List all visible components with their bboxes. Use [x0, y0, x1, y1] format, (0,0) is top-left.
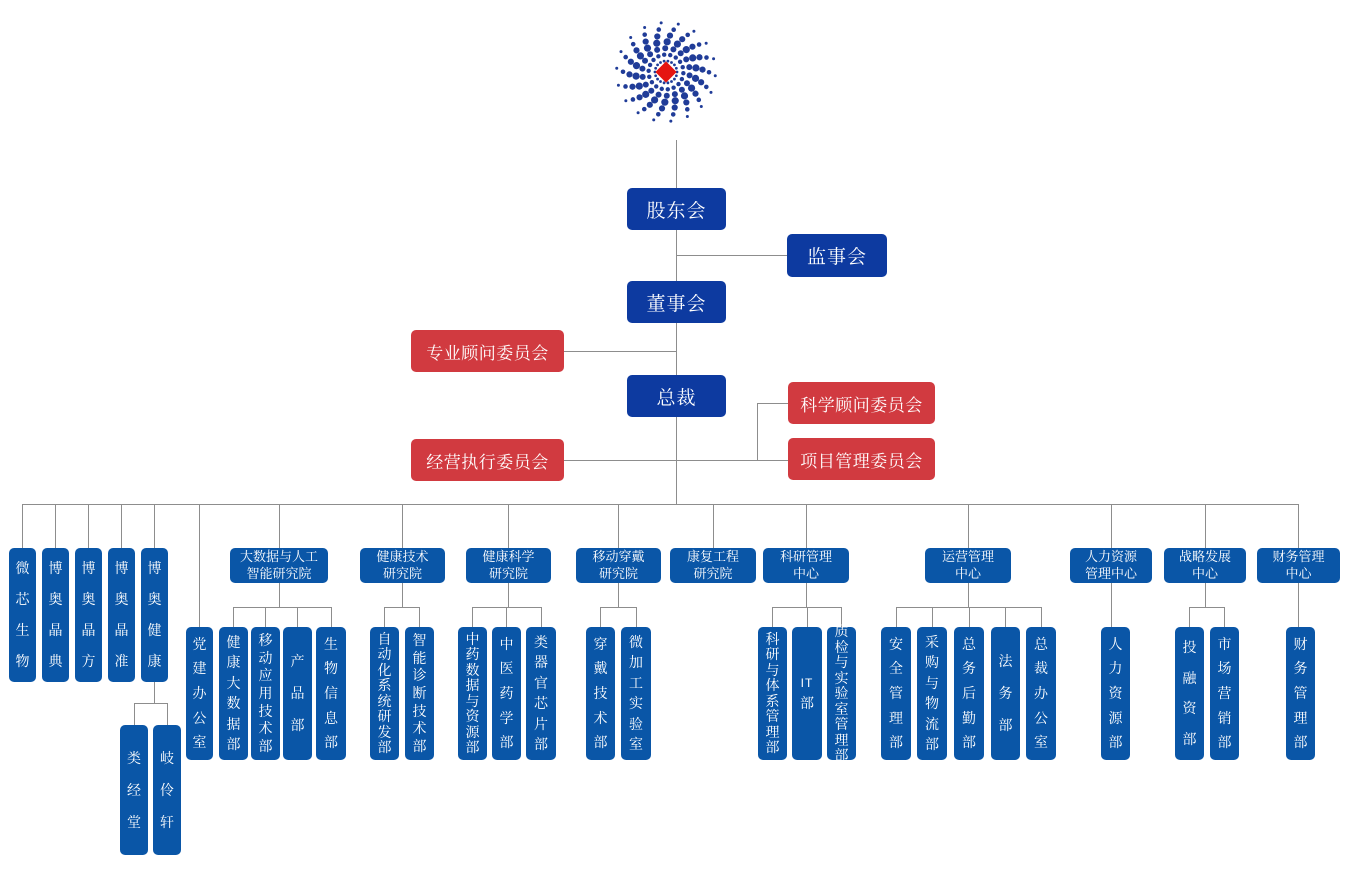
header-label-line: 研究院: [382, 565, 422, 581]
header-label-line: 科研管理: [779, 549, 832, 564]
company-logo-icon: [606, 12, 726, 132]
dept-header-box: [360, 548, 445, 583]
vertical-label-char: 奥: [114, 591, 129, 607]
dept-box: [917, 627, 947, 760]
connector-line: [564, 460, 788, 461]
connector-line: [385, 607, 420, 608]
vertical-label-char: 财: [1293, 635, 1308, 652]
dept-box: [405, 627, 434, 760]
vertical-label-char: 实: [629, 695, 643, 712]
dept-header-box: [576, 548, 661, 583]
header-label-line: 研究院: [598, 565, 638, 581]
connector-line: [676, 417, 677, 504]
dept-box: [120, 725, 148, 855]
dept-box: [219, 627, 248, 760]
header-label-line: 智能研究院: [246, 565, 312, 581]
dept-box: [42, 548, 69, 682]
vertical-label-char: 能: [412, 649, 427, 666]
vertical-label-char: 务: [962, 660, 976, 677]
connector-line: [297, 607, 298, 627]
vertical-label-char: 芯: [534, 695, 548, 712]
connector-line: [676, 230, 677, 281]
connector-line: [199, 504, 200, 627]
dept-box: [881, 627, 911, 760]
dept-box: [991, 627, 1020, 760]
dept-box: [1286, 627, 1315, 760]
vertical-label-char: 息: [324, 709, 338, 726]
vertical-label-char: 室: [629, 736, 643, 753]
connector-line: [279, 583, 280, 607]
vertical-label-char: 生: [15, 622, 30, 638]
vertical-label-char: 与: [834, 654, 849, 670]
node-supervisory-board: 监事会: [787, 234, 887, 277]
node-president: 总裁: [627, 375, 726, 417]
vertical-label-char: 公: [192, 709, 207, 726]
connector-line: [22, 504, 23, 548]
node-shareholders-meeting: 股东会: [627, 188, 726, 230]
connector-line: [402, 504, 403, 548]
connector-line: [134, 703, 135, 725]
dept-header-box: [1164, 548, 1246, 583]
vertical-label-char: 生: [324, 635, 338, 652]
vertical-label-char: 加: [629, 654, 643, 671]
dept-header-box: [925, 548, 1011, 583]
connector-line: [601, 607, 637, 608]
vertical-label-char: 部: [1217, 734, 1232, 751]
vertical-label-char: 部: [834, 747, 849, 763]
vertical-label-char: 安: [889, 635, 903, 652]
vertical-label-char: 裁: [1034, 660, 1048, 677]
vertical-label-char: 中: [499, 635, 514, 652]
vertical-label-char: 应: [258, 667, 273, 684]
vertical-label-char: 奥: [147, 591, 162, 607]
connector-line: [331, 607, 332, 627]
vertical-label-char: 部: [465, 739, 480, 756]
vertical-label-char: 微: [629, 633, 643, 650]
vertical-label-char: 部: [800, 694, 814, 711]
dept-box: [586, 627, 615, 760]
vertical-label-char: 康: [226, 654, 241, 671]
dept-box: [9, 548, 36, 682]
vertical-label-char: 健: [226, 633, 241, 650]
connector-line: [564, 351, 676, 352]
vertical-label-char: 体: [765, 677, 780, 694]
connector-line: [807, 607, 808, 627]
vertical-label-char: 用: [258, 685, 273, 701]
vertical-label-char: 勤: [962, 709, 976, 726]
vertical-label-char: 中: [465, 630, 480, 647]
vertical-label-char: 品: [290, 685, 305, 701]
vertical-label-char: 研: [377, 708, 392, 725]
vertical-label-char: 诊: [412, 667, 427, 684]
header-label-line: 康复工程: [686, 549, 739, 564]
vertical-label-char: 源: [1108, 709, 1123, 726]
vertical-label-char: 轩: [160, 813, 174, 830]
vertical-label-char: 与: [465, 692, 480, 709]
vertical-label-char: 移: [258, 632, 273, 649]
vertical-label-char: 戴: [593, 660, 608, 677]
dept-box: [621, 627, 651, 760]
vertical-label-char: 类: [534, 633, 548, 650]
vertical-label-char: 晶: [114, 622, 129, 638]
connector-line: [1205, 583, 1206, 607]
vertical-label-char: 器: [534, 654, 548, 671]
header-label-line: 中心: [1191, 565, 1218, 581]
connector-line: [969, 607, 970, 627]
vertical-label-char: IT: [800, 675, 814, 690]
vertical-label-char: 理: [1293, 709, 1308, 726]
vertical-label-char: 药: [499, 685, 514, 701]
vertical-label-char: 术: [258, 720, 273, 737]
vertical-label-char: 数: [226, 695, 241, 712]
connector-line: [968, 504, 969, 548]
vertical-label-char: 学: [499, 709, 514, 726]
vertical-label-char: 部: [593, 734, 608, 751]
connector-line: [134, 703, 167, 704]
connector-line: [402, 583, 403, 607]
connector-line: [541, 607, 542, 627]
vertical-label-char: 统: [377, 692, 392, 709]
vertical-label-char: 部: [258, 737, 273, 754]
connector-line: [968, 583, 969, 607]
connector-line: [932, 607, 933, 627]
connector-line: [713, 504, 714, 548]
vertical-label-char: 管: [1293, 685, 1308, 701]
vertical-label-char: 术: [593, 709, 608, 726]
vertical-label-char: 党: [192, 635, 207, 652]
vertical-label-char: 穿: [593, 635, 608, 652]
connector-line: [618, 504, 619, 548]
connector-line: [618, 583, 619, 607]
vertical-label-char: 资: [465, 708, 480, 725]
vertical-label-char: 力: [1108, 660, 1123, 677]
vertical-label-char: 部: [765, 739, 780, 756]
vertical-label-char: 药: [465, 646, 480, 663]
dept-box: [1210, 627, 1239, 760]
vertical-label-char: 微: [15, 560, 30, 576]
vertical-label-char: 研: [765, 646, 780, 663]
vertical-label-char: 室: [192, 734, 207, 751]
dept-box: [1026, 627, 1056, 760]
vertical-label-char: 术: [412, 720, 427, 737]
vertical-label-char: 部: [377, 739, 392, 756]
header-label-line: 健康技术: [376, 549, 429, 564]
vertical-label-char: 信: [324, 685, 338, 701]
connector-line: [1224, 607, 1225, 627]
vertical-label-char: 官: [534, 674, 548, 691]
vertical-label-char: 理: [889, 709, 903, 726]
vertical-label-char: 管: [765, 708, 780, 725]
dept-box: [792, 627, 822, 760]
dept-header-box: [1257, 548, 1340, 583]
connector-line: [234, 607, 332, 608]
vertical-label-char: 部: [962, 734, 976, 751]
vertical-label-char: 部: [534, 736, 548, 753]
header-label-line: 大数据与人工: [239, 549, 318, 564]
connector-line: [279, 504, 280, 548]
connector-line: [121, 504, 122, 548]
vertical-label-char: 动: [377, 646, 392, 663]
connector-line: [154, 504, 155, 548]
dept-box: [954, 627, 984, 760]
vertical-label-char: 人: [1108, 635, 1123, 652]
vertical-label-char: 销: [1217, 709, 1232, 726]
vertical-label-char: 产: [290, 653, 305, 669]
connector-line: [1190, 607, 1225, 608]
connector-line: [384, 607, 385, 627]
vertical-label-char: 购: [925, 654, 939, 671]
vertical-label-char: 室: [1034, 734, 1048, 751]
vertical-label-char: 投: [1182, 638, 1197, 655]
vertical-label-char: 验: [834, 685, 849, 701]
vertical-label-char: 流: [925, 715, 939, 732]
vertical-label-char: 动: [258, 649, 273, 666]
header-label-line: 管理中心: [1084, 565, 1137, 581]
vertical-label-char: 方: [81, 653, 96, 669]
vertical-label-char: 类: [127, 749, 141, 766]
header-label-line: 运营管理: [941, 549, 994, 564]
vertical-label-char: 总: [1034, 635, 1048, 652]
vertical-label-char: 验: [629, 715, 643, 732]
vertical-label-char: 检: [834, 638, 849, 655]
vertical-label-char: 室: [834, 700, 849, 717]
vertical-label-char: 公: [1034, 709, 1048, 726]
connector-line: [419, 607, 420, 627]
vertical-label-char: 部: [1182, 731, 1197, 748]
vertical-label-char: 建: [192, 660, 207, 677]
connector-line: [265, 607, 266, 627]
connector-line: [55, 504, 56, 548]
vertical-label-char: 理: [834, 731, 849, 748]
dept-box: [108, 548, 135, 682]
connector-line: [22, 504, 1299, 505]
header-label-line: 研究院: [488, 565, 528, 581]
vertical-label-char: 据: [226, 715, 241, 732]
header-label-line: 财务管理: [1272, 549, 1325, 564]
connector-line: [1041, 607, 1042, 627]
vertical-label-char: 部: [226, 736, 241, 753]
connector-line: [167, 703, 168, 725]
vertical-label-char: 准: [114, 653, 129, 669]
vertical-label-char: 法: [998, 653, 1013, 669]
vertical-label-char: 部: [1293, 734, 1308, 751]
vertical-label-char: 健: [147, 622, 162, 638]
node-board-of-directors: 董事会: [627, 281, 726, 323]
dept-box: [251, 627, 280, 760]
connector-line: [806, 504, 807, 548]
vertical-label-char: 后: [962, 685, 976, 701]
vertical-label-char: 伶: [160, 781, 174, 798]
dept-box: [283, 627, 312, 760]
vertical-label-char: 断: [412, 685, 427, 701]
vertical-label-char: 智: [412, 632, 427, 649]
header-label-line: 研究院: [693, 565, 733, 581]
header-label-line: 人力资源: [1084, 549, 1137, 564]
dept-header-box: [466, 548, 551, 583]
header-label-line: 战略发展: [1178, 549, 1231, 564]
vertical-label-char: 采: [925, 633, 939, 650]
vertical-label-char: 融: [1182, 669, 1197, 686]
connector-line: [1005, 607, 1006, 627]
dept-box: [1101, 627, 1130, 760]
dept-box: [141, 548, 168, 682]
vertical-label-char: 岐: [160, 749, 174, 766]
vertical-label-char: 堂: [127, 813, 141, 830]
connector-line: [154, 682, 155, 703]
dept-header-box: [763, 548, 849, 583]
connector-line: [757, 403, 788, 404]
vertical-label-char: 部: [290, 717, 305, 733]
node-operating-executive-committee: 经营执行委员会: [411, 439, 564, 481]
connector-line: [1189, 607, 1190, 627]
dept-box: [758, 627, 787, 760]
connector-line: [1298, 504, 1299, 548]
vertical-label-char: 发: [377, 723, 392, 740]
vertical-label-char: 办: [192, 685, 207, 701]
vertical-label-char: 大: [226, 674, 241, 691]
vertical-label-char: 奥: [81, 591, 96, 607]
vertical-label-char: 场: [1217, 660, 1232, 677]
connector-line: [472, 607, 473, 627]
vertical-label-char: 物: [925, 695, 939, 712]
dept-header-box: [230, 548, 328, 583]
vertical-label-char: 源: [465, 723, 480, 740]
dept-box: [316, 627, 346, 760]
vertical-label-char: 理: [765, 723, 780, 740]
header-label-line: 中心: [954, 565, 981, 581]
connector-line: [508, 504, 509, 548]
vertical-label-char: 物: [324, 660, 338, 677]
vertical-label-char: 经: [127, 781, 141, 798]
connector-line: [757, 403, 758, 460]
vertical-label-char: 芯: [15, 591, 30, 607]
vertical-label-char: 市: [1217, 635, 1232, 652]
vertical-label-char: 总: [962, 635, 976, 652]
node-project-management-committee: 项目管理委员会: [788, 438, 935, 480]
header-label-line: 中心: [1285, 565, 1312, 581]
dept-box: [526, 627, 556, 760]
vertical-label-char: 工: [629, 674, 643, 691]
vertical-label-char: 营: [1217, 685, 1232, 701]
connector-line: [676, 255, 787, 256]
header-label-line: 健康科学: [482, 549, 535, 564]
vertical-label-char: 管: [834, 716, 849, 732]
vertical-label-char: 晶: [81, 622, 96, 638]
vertical-label-char: 质: [834, 623, 849, 639]
header-label-line: 中心: [792, 565, 819, 581]
vertical-label-char: 据: [465, 677, 480, 694]
vertical-label-char: 片: [534, 715, 548, 732]
dept-box: [827, 623, 856, 763]
connector-line: [508, 583, 509, 607]
connector-line: [88, 504, 89, 548]
vertical-label-char: 数: [465, 661, 480, 678]
dept-box: [1175, 627, 1204, 760]
vertical-label-char: 系: [765, 692, 780, 709]
vertical-label-char: 博: [81, 560, 96, 576]
vertical-label-char: 系: [377, 677, 392, 694]
vertical-label-char: 部: [889, 734, 903, 751]
header-label-line: 移动穿戴: [592, 549, 645, 564]
vertical-label-char: 部: [925, 736, 939, 753]
vertical-label-char: 科: [765, 630, 780, 647]
vertical-label-char: 典: [48, 653, 63, 669]
vertical-label-char: 化: [377, 661, 392, 678]
vertical-label-char: 务: [998, 685, 1013, 701]
vertical-label-char: 技: [412, 702, 427, 719]
connector-line: [506, 607, 507, 627]
vertical-label-char: 部: [499, 734, 514, 751]
vertical-label-char: 技: [258, 702, 273, 719]
vertical-label-char: 自: [377, 630, 392, 647]
dept-box: [492, 627, 521, 760]
vertical-label-char: 康: [147, 653, 162, 669]
connector-line: [1298, 583, 1299, 627]
connector-line: [233, 607, 234, 627]
connector-line: [1111, 504, 1112, 548]
vertical-label-char: 部: [324, 734, 338, 751]
connector-line: [676, 323, 677, 375]
connector-line: [1111, 583, 1112, 627]
vertical-label-char: 晶: [48, 622, 63, 638]
connector-line: [772, 607, 773, 627]
vertical-label-char: 医: [499, 660, 514, 677]
vertical-label-char: 资: [1108, 685, 1123, 701]
connector-line: [806, 583, 807, 607]
dept-box: [458, 627, 487, 760]
vertical-label-char: 技: [593, 685, 608, 701]
dept-box: [75, 548, 102, 682]
dept-box: [153, 725, 181, 855]
vertical-label-char: 部: [412, 737, 427, 754]
vertical-label-char: 奥: [48, 591, 63, 607]
dept-header-box: [1070, 548, 1152, 583]
vertical-label-char: 全: [889, 660, 903, 677]
connector-line: [896, 607, 897, 627]
vertical-label-char: 博: [48, 560, 63, 576]
vertical-label-char: 部: [1108, 734, 1123, 751]
connector-line: [676, 140, 677, 188]
vertical-label-char: 资: [1182, 700, 1197, 717]
node-scientific-advisory-committee: 科学顾问委员会: [788, 382, 935, 424]
vertical-label-char: 与: [925, 674, 939, 691]
vertical-label-char: 管: [889, 685, 903, 701]
dept-box: [370, 627, 399, 760]
vertical-label-char: 部: [998, 717, 1013, 733]
dept-box: [186, 627, 213, 760]
vertical-label-char: 办: [1034, 685, 1048, 701]
vertical-label-char: 实: [834, 669, 849, 686]
vertical-label-char: 博: [147, 560, 162, 576]
connector-line: [636, 607, 637, 627]
connector-line: [600, 607, 601, 627]
connector-line: [1205, 504, 1206, 548]
dept-header-box: [670, 548, 756, 583]
vertical-label-char: 务: [1293, 660, 1308, 677]
node-professional-advisory-committee: 专业顾问委员会: [411, 330, 564, 372]
vertical-label-char: 博: [114, 560, 129, 576]
vertical-label-char: 物: [15, 653, 30, 669]
vertical-label-char: 与: [765, 661, 780, 678]
